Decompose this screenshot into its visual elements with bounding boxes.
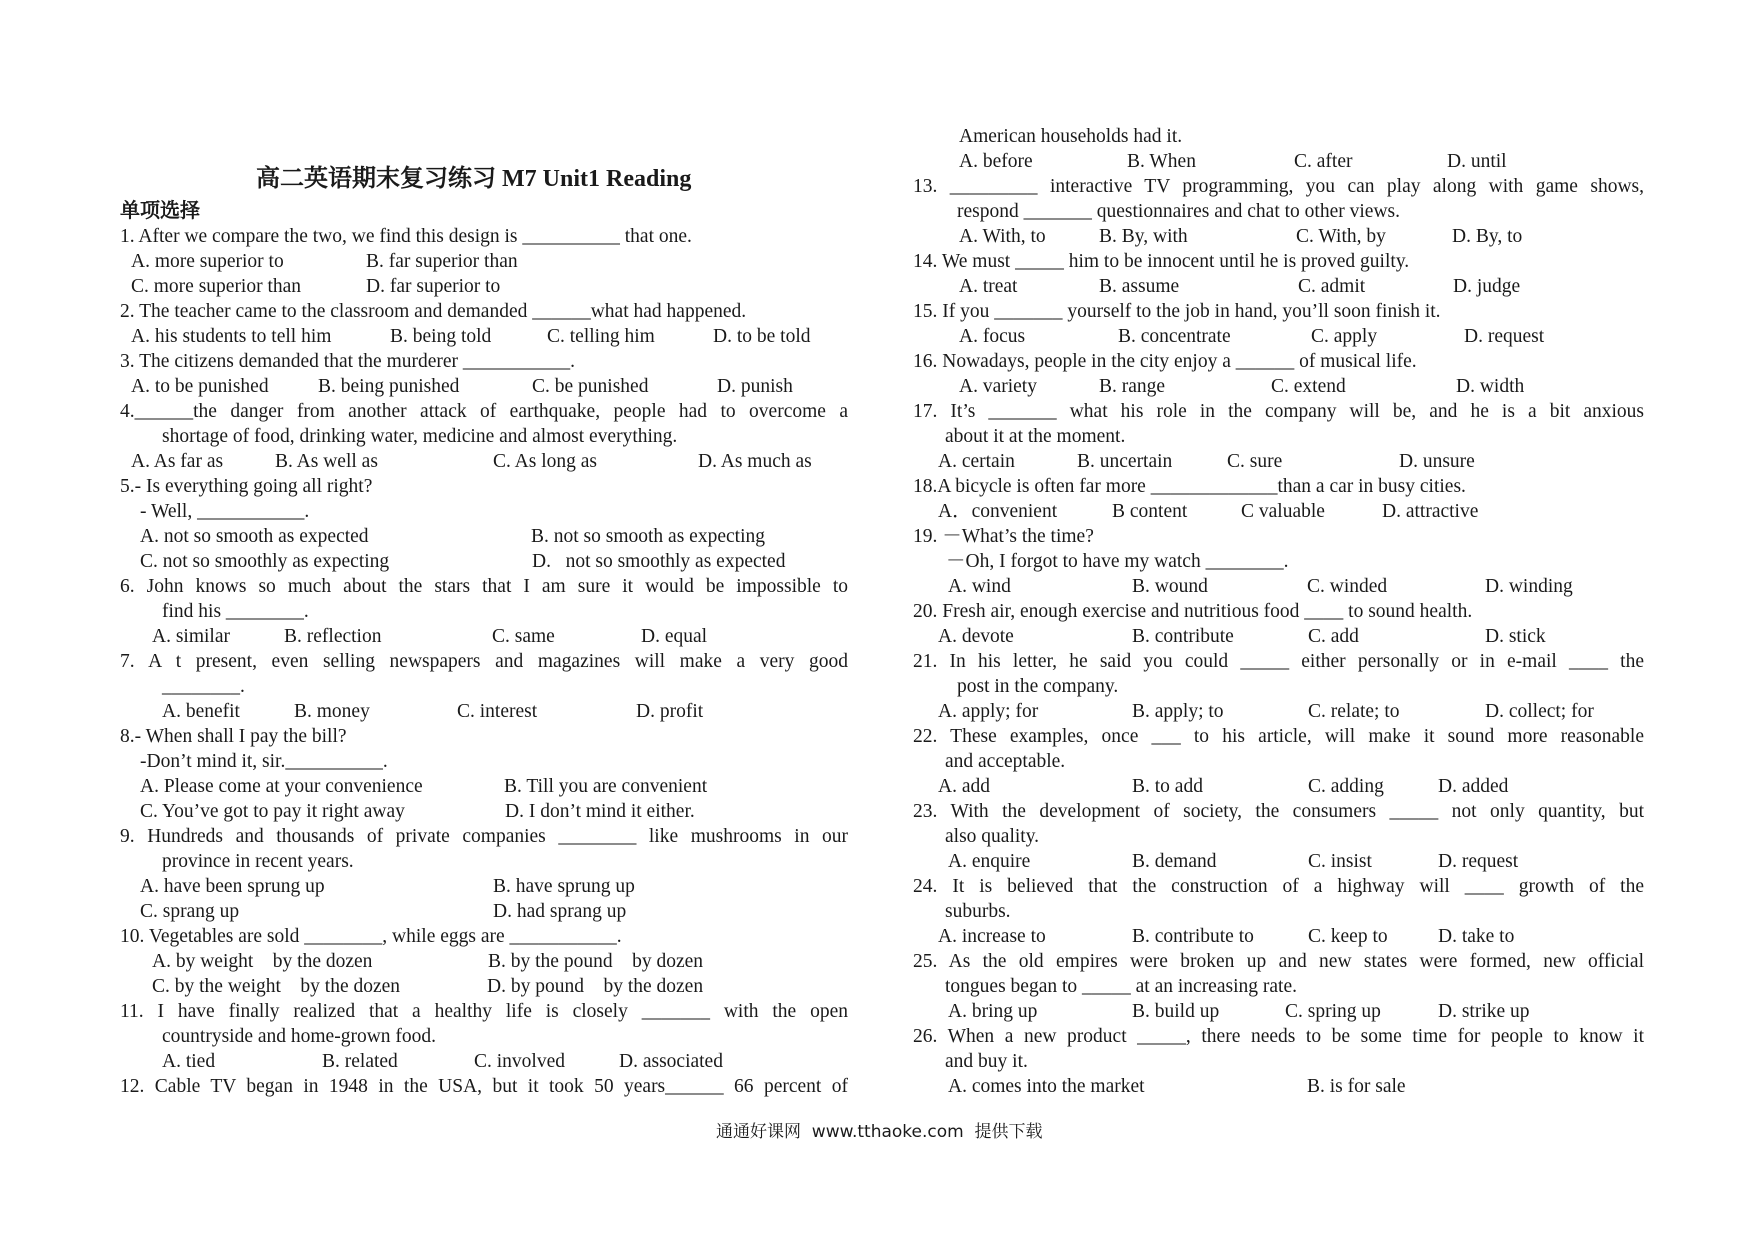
left-line-12: A. to be punished [131, 376, 269, 397]
right-line-80: and buy it. [945, 1051, 1028, 1072]
left-line-13: B. being punished [318, 376, 460, 397]
left-line-23: - Well, ___________. [140, 501, 310, 522]
left-line-36: A. benefit [162, 701, 240, 722]
right-line-34: A．convenient [938, 501, 1058, 522]
page-title: 高二英语期末复习练习 M7 Unit1 Reading [256, 166, 692, 192]
right-line-22: 16. Nowadays, people in the city enjoy a ______ of musical life. [913, 351, 1417, 372]
left-line-29: find his ________. [162, 601, 309, 622]
right-line-65: C. insist [1308, 851, 1372, 872]
page-footer: 通通好课网 www.tthaoke.com 提供下载 [716, 1122, 1043, 1142]
left-line-61: C. involved [474, 1051, 565, 1072]
left-line-63: 12. Cable TV began in 1948 in the USA, but it took 50 years______ 66 percent of [120, 1076, 848, 1097]
right-line-59: C. adding [1308, 776, 1384, 797]
right-line-72: D. take to [1438, 926, 1515, 947]
right-line-15: C. admit [1298, 276, 1366, 297]
right-line-2: A. before [959, 151, 1033, 172]
left-line-57: 11. I have finally realized that a healthy life is closely _______ with the open [120, 1001, 848, 1022]
left-line-62: D. associated [619, 1051, 723, 1072]
right-line-57: A. add [938, 776, 990, 797]
left-line-50: C. sprang up [140, 901, 240, 922]
left-line-33: D. equal [641, 626, 708, 647]
section-heading: 单项选择 [120, 200, 200, 222]
right-line-16: D. judge [1453, 276, 1521, 297]
right-line-68: suburbs. [945, 901, 1011, 922]
left-line-37: B. money [294, 701, 370, 722]
left-line-26: C. not so smoothly as expecting [140, 551, 390, 572]
left-line-32: C. same [492, 626, 555, 647]
left-line-1: 1. After we compare the two, we find this design is __________ that one. [120, 226, 692, 247]
left-line-19: B. As well as [275, 451, 378, 472]
left-line-34: 7. A t present, even selling newspapers and magazines will make a very good [120, 651, 848, 672]
right-line-73: 25. As the old empires were broken up and new states were formed, new official [913, 951, 1644, 972]
left-line-18: A. As far as [131, 451, 224, 472]
right-line-29: A. certain [938, 451, 1015, 472]
right-line-79: 26. When a new product _____, there needs to be some time for people to know it [913, 1026, 1644, 1047]
right-line-77: C. spring up [1285, 1001, 1381, 1022]
left-line-55: C. by the weight by the dozen [152, 976, 401, 997]
left-line-38: C. interest [457, 701, 538, 722]
right-line-21: D. request [1464, 326, 1545, 347]
right-line-74: tongues began to _____ at an increasing rate. [945, 976, 1297, 997]
right-line-30: B. uncertain [1077, 451, 1173, 472]
left-line-15: D. punish [717, 376, 793, 397]
right-line-44: 20. Fresh air, enough exercise and nutritious food ____ to sound health. [913, 601, 1473, 622]
right-line-8: A. With, to [959, 226, 1046, 247]
right-line-71: C. keep to [1308, 926, 1388, 947]
right-line-75: A. bring up [948, 1001, 1038, 1022]
right-line-6: 13. _________ interactive TV programming, you can play along with game shows, [913, 176, 1644, 197]
right-line-39: －Oh, I forgot to have my watch ________. [946, 551, 1289, 572]
right-line-50: post in the company. [957, 676, 1119, 697]
right-line-40: A. wind [948, 576, 1011, 597]
left-line-16: 4.______the danger from another attack of earthquake, people had to overcome a [120, 401, 848, 422]
left-line-28: 6. John knows so much about the stars that I am sure it would be impossible to [120, 576, 848, 597]
left-line-44: C. You’ve got to pay it right away [140, 801, 405, 822]
right-line-36: C valuable [1241, 501, 1325, 522]
right-line-17: 15. If you _______ yourself to the job in hand, you’ll soon finish it. [913, 301, 1441, 322]
right-line-76: B. build up [1132, 1001, 1220, 1022]
right-line-19: B. concentrate [1118, 326, 1231, 347]
left-line-52: 10. Vegetables are sold ________, while eggs are ___________. [120, 926, 622, 947]
left-line-17: shortage of food, drinking water, medicine and almost everything. [162, 426, 678, 447]
right-line-52: B. apply; to [1132, 701, 1224, 722]
left-line-27: D. not so smoothly as expected [532, 551, 786, 572]
left-line-24: A. not so smooth as expected [140, 526, 369, 547]
left-line-42: A. Please come at your convenience [140, 776, 423, 797]
right-line-11: D. By, to [1452, 226, 1523, 247]
right-line-46: B. contribute [1132, 626, 1234, 647]
right-line-37: D. attractive [1382, 501, 1479, 522]
right-line-54: D. collect; for [1485, 701, 1594, 722]
right-line-64: B. demand [1132, 851, 1217, 872]
left-line-39: D. profit [636, 701, 704, 722]
left-line-2: A. more superior to [131, 251, 284, 272]
right-line-12: 14. We must _____ him to be innocent until he is proved guilty. [913, 251, 1410, 272]
right-line-42: C. winded [1307, 576, 1388, 597]
left-line-22: 5.- Is everything going all right? [120, 476, 373, 497]
right-line-26: D. width [1456, 376, 1525, 397]
left-line-14: C. be punished [532, 376, 649, 397]
left-line-58: countryside and home-grown food. [162, 1026, 437, 1047]
left-line-51: D. had sprang up [493, 901, 627, 922]
right-line-51: A. apply; for [938, 701, 1039, 722]
right-line-38: 19. －What’s the time? [913, 526, 1094, 547]
left-line-20: C. As long as [493, 451, 598, 472]
right-line-43: D. winding [1485, 576, 1573, 597]
right-line-67: 24. It is believed that the construction of a highway will ____ growth of the [913, 876, 1644, 897]
right-line-81: A. comes into the market [948, 1076, 1145, 1097]
left-line-40: 8.- When shall I pay the bill? [120, 726, 347, 747]
left-line-45: D. I don’t mind it either. [505, 801, 695, 822]
right-line-10: C. With, by [1296, 226, 1386, 247]
right-line-45: A. devote [938, 626, 1014, 647]
left-line-59: A. tied [162, 1051, 216, 1072]
right-line-69: A. increase to [938, 926, 1046, 947]
right-line-4: C. after [1294, 151, 1353, 172]
right-line-5: D. until [1447, 151, 1507, 172]
right-line-62: also quality. [945, 826, 1040, 847]
right-line-78: D. strike up [1438, 1001, 1530, 1022]
right-line-32: D. unsure [1399, 451, 1475, 472]
left-line-30: A. similar [152, 626, 230, 647]
right-line-35: B content [1112, 501, 1188, 522]
right-line-61: 23. With the development of society, the consumers _____ not only quantity, but [913, 801, 1644, 822]
right-line-56: and acceptable. [945, 751, 1066, 772]
left-line-54: B. by the pound by dozen [488, 951, 704, 972]
right-line-55: 22. These examples, once ___ to his article, will make it sound more reasonable [913, 726, 1644, 747]
left-line-11: 3. The citizens demanded that the murderer ___________. [120, 351, 576, 372]
left-line-7: A. his students to tell him [131, 326, 332, 347]
left-line-9: C. telling him [547, 326, 655, 347]
left-line-60: B. related [322, 1051, 398, 1072]
left-line-4: C. more superior than [131, 276, 302, 297]
left-line-53: A. by weight by the dozen [152, 951, 373, 972]
right-line-3: B. When [1127, 151, 1196, 172]
right-line-47: C. add [1308, 626, 1359, 647]
right-line-14: B. assume [1099, 276, 1180, 297]
right-line-70: B. contribute to [1132, 926, 1254, 947]
left-line-47: province in recent years. [162, 851, 354, 872]
left-line-43: B. Till you are convenient [504, 776, 708, 797]
right-line-33: 18.A bicycle is often far more _____________than a car in busy cities. [913, 476, 1466, 497]
right-line-23: A. variety [959, 376, 1037, 397]
right-line-24: B. range [1099, 376, 1166, 397]
right-line-13: A. treat [959, 276, 1018, 297]
right-line-66: D. request [1438, 851, 1519, 872]
left-line-6: 2. The teacher came to the classroom and demanded ______what had happened. [120, 301, 747, 322]
left-line-41: -Don’t mind it, sir.__________. [140, 751, 388, 772]
left-line-10: D. to be told [713, 326, 811, 347]
right-line-53: C. relate; to [1308, 701, 1400, 722]
right-line-27: 17. It’s _______ what his role in the company will be, and he is a bit anxious [913, 401, 1644, 422]
right-line-25: C. extend [1271, 376, 1346, 397]
right-line-7: respond _______ questionnaires and chat to other views. [957, 201, 1400, 222]
left-line-3: B. far superior than [366, 251, 518, 272]
left-line-35: ________. [162, 676, 245, 697]
right-line-41: B. wound [1132, 576, 1208, 597]
right-line-31: C. sure [1227, 451, 1283, 472]
left-line-21: D. As much as [698, 451, 812, 472]
left-line-8: B. being told [390, 326, 492, 347]
right-line-63: A. enquire [948, 851, 1031, 872]
left-line-31: B. reflection [284, 626, 382, 647]
right-line-1: American households had it. [959, 126, 1183, 147]
right-line-28: about it at the moment. [945, 426, 1126, 447]
left-line-56: D. by pound by the dozen [487, 976, 704, 997]
right-line-48: D. stick [1485, 626, 1546, 647]
right-line-60: D. added [1438, 776, 1509, 797]
left-line-5: D. far superior to [366, 276, 501, 297]
right-line-18: A. focus [959, 326, 1026, 347]
left-line-48: A. have been sprung up [140, 876, 325, 897]
left-line-49: B. have sprung up [493, 876, 635, 897]
right-line-20: C. apply [1311, 326, 1378, 347]
right-line-58: B. to add [1132, 776, 1203, 797]
right-line-82: B. is for sale [1307, 1076, 1406, 1097]
left-line-25: B. not so smooth as expecting [531, 526, 765, 547]
right-line-9: B. By, with [1099, 226, 1188, 247]
left-line-46: 9. Hundreds and thousands of private companies ________ like mushrooms in our [120, 826, 848, 847]
right-line-49: 21. In his letter, he said you could _____ either personally or in e-mail ____ the [913, 651, 1644, 672]
